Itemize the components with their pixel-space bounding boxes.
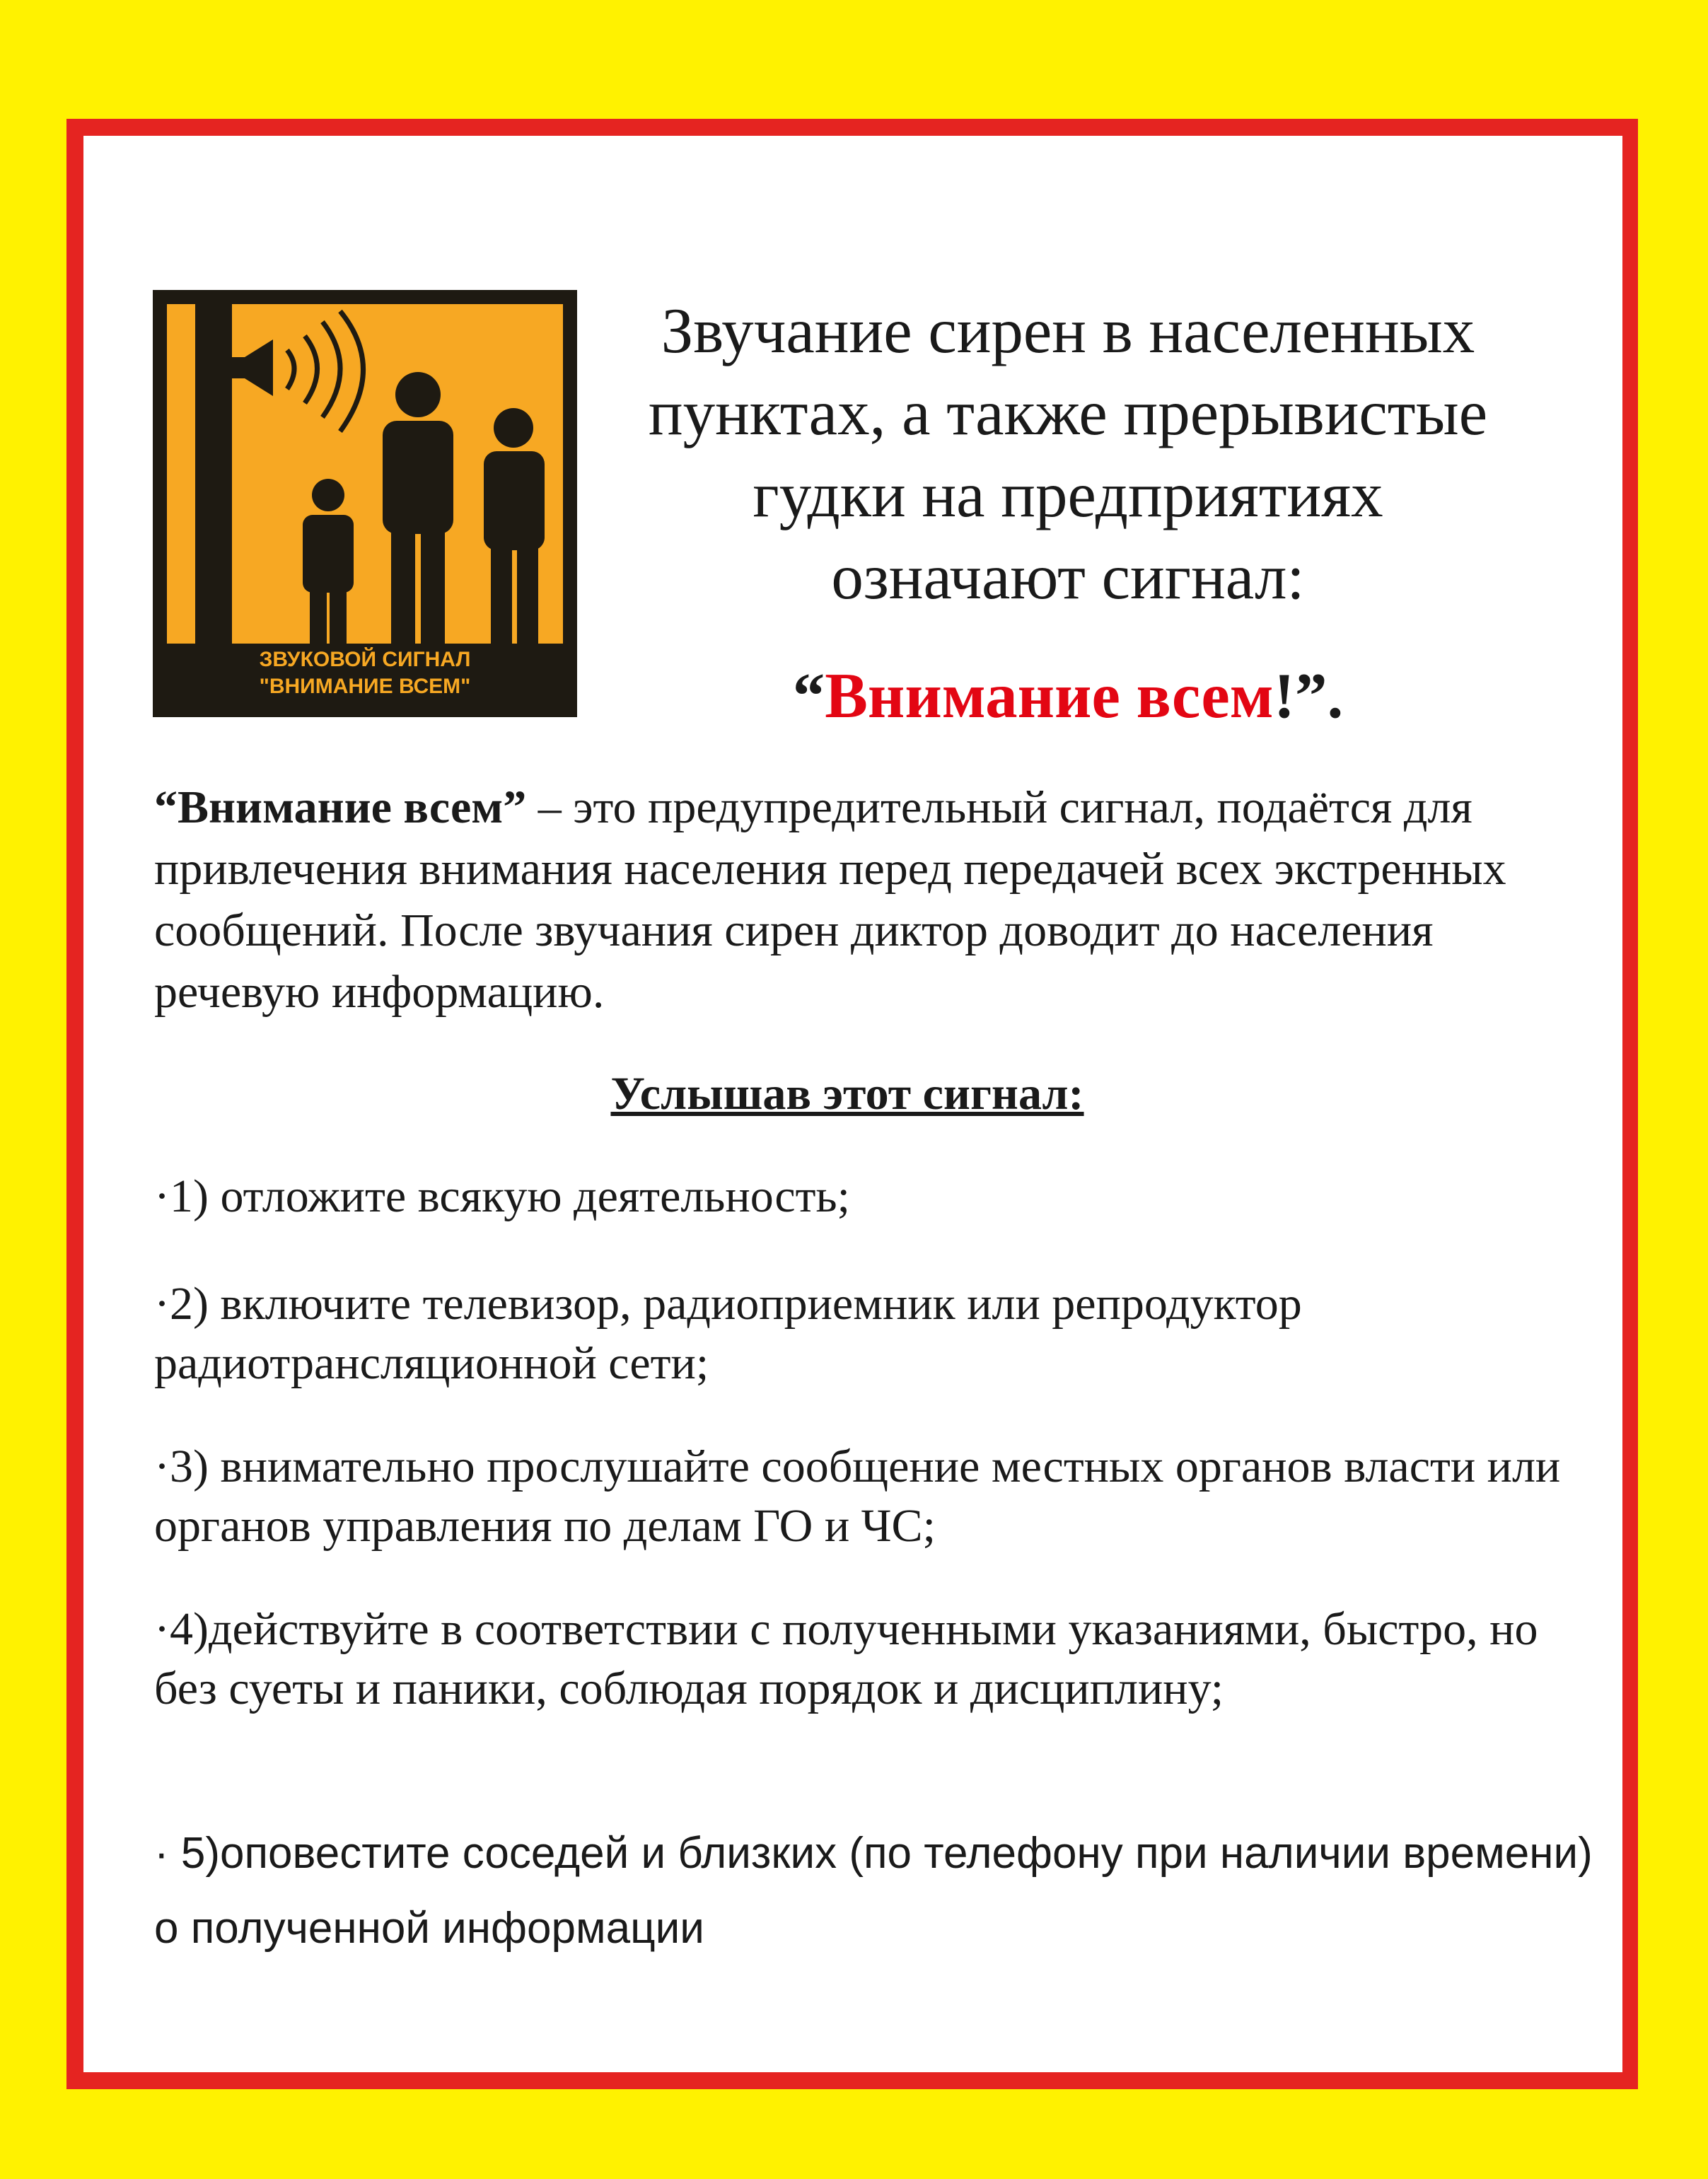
logo-caption-line1: ЗВУКОВОЙ СИГНАЛ (259, 648, 471, 671)
signal-name: Внимание всем (825, 660, 1274, 731)
definition-text: – это предупредительный сигнал, подаётся для привлечения внимания населения перед передачей всех экстренных сообщений. После звучания сирен диктор доводит до населения речевую информацию. (154, 781, 1506, 1018)
instructions-heading: Услышав этот сигнал: (610, 1068, 1084, 1120)
instruction-item: ·3) внимательно прослушайте сообщение местных органов власти или органов управления по делам ГО и ЧС; (154, 1441, 1561, 1552)
instruction-item: ·4)действуйте в соответствии с полученными указаниями, быстро, но без суеты и паники, соблюдая порядок и дисциплину; (154, 1603, 1538, 1714)
instruction-item: ·1) отложите всякую деятельность; (154, 1170, 850, 1222)
headline-line: Звучание сирен в населенных (661, 295, 1475, 366)
instruction-item: ·2) включите телевизор, радиоприемник или репродуктор радиотрансляционной сети; (154, 1278, 1302, 1389)
signal-close: !”. (1273, 660, 1344, 731)
definition-term: “Внимание всем” (154, 781, 527, 833)
siren-family-icon (153, 290, 577, 717)
logo-caption-line2: "ВНИМАНИЕ ВСЕМ" (259, 675, 471, 698)
signal-open-quote: “ (792, 660, 825, 731)
signal-title (594, 655, 1542, 737)
signal-definition (154, 777, 1597, 1023)
headline-line: гудки на предприятиях (753, 459, 1383, 530)
headline-line: пунктах, а также прерывистые (648, 377, 1488, 448)
instruction-item: · 5)оповестите соседей и близких (по телефону при наличии времени) о полученной информации (154, 1829, 1593, 1953)
headline-line: означают сигнал: (831, 541, 1305, 612)
headline (594, 290, 1542, 618)
